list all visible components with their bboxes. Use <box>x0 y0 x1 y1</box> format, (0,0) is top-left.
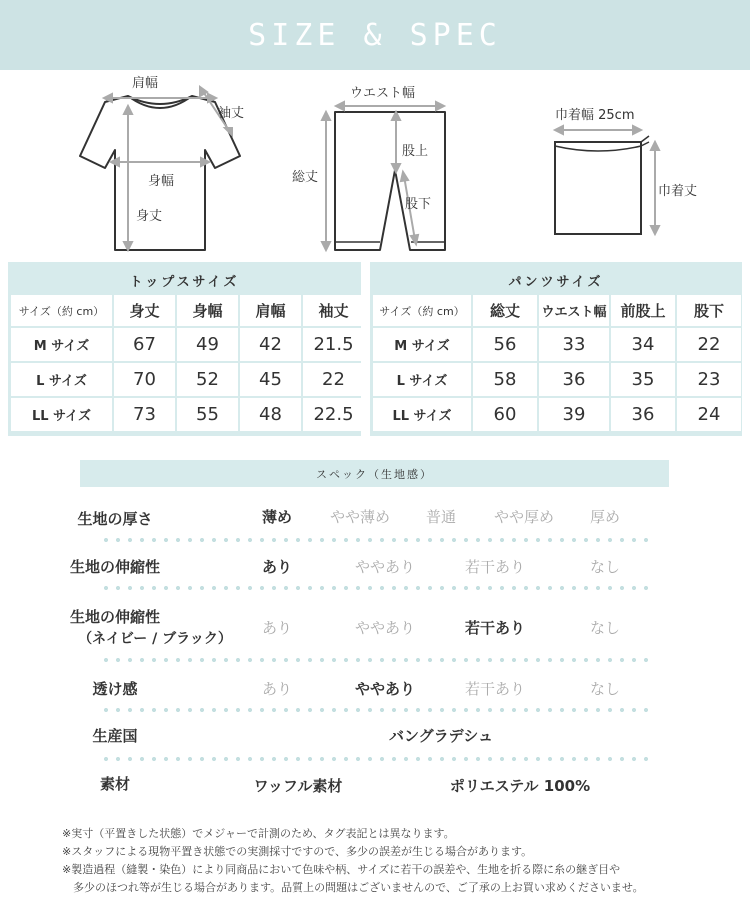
tops-cell: 55 <box>177 398 238 431</box>
pants-size-table <box>370 262 742 436</box>
spec-option: ややあり <box>354 619 416 637</box>
tops-header: 袖丈 <box>303 295 364 326</box>
tops-cell: 52 <box>177 363 238 396</box>
spec-option: なし <box>589 680 621 698</box>
spec-value-origin: バングラデシュ <box>388 727 494 745</box>
spec-option: ややあり <box>354 558 416 576</box>
pants-cell: 22 <box>677 328 741 361</box>
pants-header: サイズ（約 cm） <box>373 295 471 326</box>
pants-cell: 33 <box>539 328 609 361</box>
note-line: ※スタッフによる現物平置き状態での実測採寸ですので、多少の誤差が生じる場合があります。 <box>62 845 533 858</box>
spec-option: やや厚め <box>493 508 555 526</box>
tops-cell: 21.5 <box>303 328 364 361</box>
spec-label-sheer: 透け感 <box>92 680 138 698</box>
tops-cell: 73 <box>114 398 175 431</box>
pants-header: 股下 <box>677 295 741 326</box>
tops-cell: 48 <box>240 398 301 431</box>
spec-option: 若干あり <box>464 558 526 576</box>
tops-cell: 22 <box>303 363 364 396</box>
pants-row-label: L サイズ <box>373 363 471 396</box>
spec-option: なし <box>589 558 621 576</box>
tshirt-shoulder-label: 肩幅 <box>132 76 159 91</box>
pants-cell: 56 <box>473 328 537 361</box>
divider <box>100 708 650 712</box>
spec-label-stretch: 生地の伸縮性 <box>69 558 160 576</box>
note-line: ※実寸（平置きした状態）でメジャーで計測のため、タグ表記とは異なります。 <box>62 827 455 840</box>
divider <box>100 538 650 542</box>
pants-cell: 23 <box>677 363 741 396</box>
divider <box>100 586 650 590</box>
pants-cell: 36 <box>539 363 609 396</box>
pants-cell: 34 <box>611 328 675 361</box>
tops-cell: 45 <box>240 363 301 396</box>
notes <box>62 825 742 897</box>
divider <box>100 658 650 662</box>
spec-option: あり <box>261 558 293 576</box>
spec-option: 普通 <box>425 508 457 526</box>
pants-header: 前股上 <box>611 295 675 326</box>
bag-length-label: 巾着丈 <box>658 184 698 199</box>
tshirt-length-label: 身丈 <box>136 209 163 224</box>
pants-cell: 35 <box>611 363 675 396</box>
spec-option: あり <box>261 619 293 637</box>
spec-label-material: 素材 <box>99 775 130 793</box>
tops-table-title: トップスサイズ <box>129 274 240 290</box>
tops-cell: 42 <box>240 328 301 361</box>
spec-option: ややあり <box>354 680 416 698</box>
tops-header: 身幅 <box>177 295 238 326</box>
pants-header: 総丈 <box>473 295 537 326</box>
note-line: 多少のほつれ等が生じる場合があります。品質上の問題はございませんので、ご了承の上お買い求めくださいませ。 <box>62 881 644 894</box>
bag-illustration <box>545 122 675 242</box>
tops-header: 肩幅 <box>240 295 301 326</box>
spec-option: やや薄め <box>329 508 391 526</box>
spec-value-material-type: ワッフル素材 <box>253 777 343 795</box>
spec-value-material-composition: ポリエステル 100% <box>449 777 591 795</box>
pants-cell: 60 <box>473 398 537 431</box>
spec-sublabel-stretch-navy: （ネイビー / ブラック） <box>78 631 232 647</box>
pants-total-label: 総丈 <box>292 170 319 185</box>
bag-width-label: 巾着幅 25cm <box>555 108 635 123</box>
bag-diagram <box>545 122 675 242</box>
tops-cell: 49 <box>177 328 238 361</box>
note-line: ※製造過程（縫製・染色）により同商品において色味や柄、サイズに若干の誤差や、生地を折る際に糸の継ぎ目や <box>62 863 621 876</box>
spec-option: 厚め <box>589 508 621 526</box>
tops-cell: 67 <box>114 328 175 361</box>
pants-waist-label: ウエスト幅 <box>350 86 416 101</box>
spec-label-stretch-navy: 生地の伸縮性 <box>69 608 160 626</box>
pants-cell: 24 <box>677 398 741 431</box>
pants-rise-label: 股上 <box>402 144 429 159</box>
spec-label-thickness: 生地の厚さ <box>77 510 153 528</box>
tops-size-table <box>8 262 361 436</box>
spec-option: 若干あり <box>464 619 526 637</box>
pants-illustration <box>320 100 460 260</box>
spec-option: 薄め <box>261 508 293 526</box>
tops-row-label: LL サイズ <box>11 398 112 431</box>
tops-cell: 22.5 <box>303 398 364 431</box>
banner-title: SIZE & SPEC <box>248 17 502 53</box>
spec-label-origin: 生産国 <box>92 727 138 745</box>
divider <box>100 757 650 761</box>
pants-header: ウエスト幅 <box>539 295 609 326</box>
pants-row-label: M サイズ <box>373 328 471 361</box>
tops-row-label: M サイズ <box>11 328 112 361</box>
tshirt-sleeve-label: 袖丈 <box>218 106 245 121</box>
pants-diagram <box>320 100 460 260</box>
pants-cell: 36 <box>611 398 675 431</box>
pants-cell: 39 <box>539 398 609 431</box>
spec-option: なし <box>589 619 621 637</box>
spec-option: あり <box>261 680 293 698</box>
tops-cell: 70 <box>114 363 175 396</box>
spec-title: スペック（生地感） <box>80 460 669 487</box>
tops-header: 身丈 <box>114 295 175 326</box>
spec-option: 若干あり <box>464 680 526 698</box>
pants-row-label: LL サイズ <box>373 398 471 431</box>
tops-row-label: L サイズ <box>11 363 112 396</box>
pants-inseam-label: 股下 <box>405 197 432 212</box>
pants-table-title: パンツサイズ <box>508 274 604 290</box>
banner <box>0 0 750 70</box>
tshirt-chest-label: 身幅 <box>148 174 175 189</box>
pants-cell: 58 <box>473 363 537 396</box>
tops-header: サイズ（約 cm） <box>11 295 112 326</box>
